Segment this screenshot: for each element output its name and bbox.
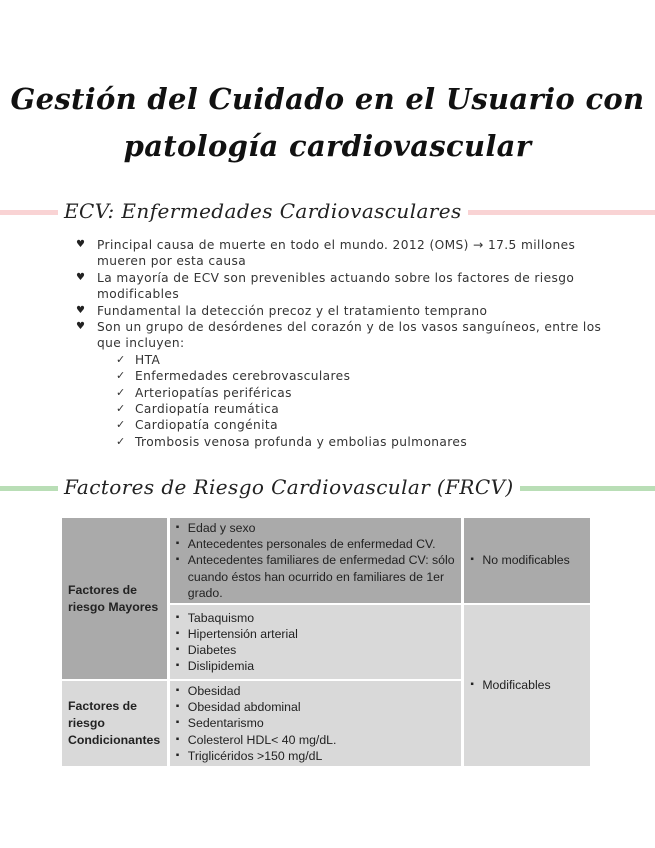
section-ecv-header [0, 196, 655, 226]
non-modifiable-label-cell [464, 518, 590, 603]
list-item: ▪ Sedentarismo [176, 715, 456, 731]
conditioning-factors-cell [170, 681, 462, 766]
check-item: ✓ Arteriopatías periféricas [116, 385, 606, 401]
bullet-text: Son un grupo de desórdenes del corazón y de los vasos sanguíneos, entre los que incluyen: [97, 320, 602, 351]
section-frcv-header [0, 472, 655, 502]
check-item: ✓ Trombosis venosa profunda y embolias pulmonares [116, 434, 606, 450]
list-item: ▪ Obesidad abdominal [176, 699, 456, 715]
list-item [76, 237, 606, 270]
list-item: ▪ Diabetes [176, 642, 456, 658]
ecv-bullet-list [76, 237, 606, 450]
list-item [76, 319, 606, 450]
modifiable-label-cell [464, 605, 590, 766]
non-modifiable-factors-cell [170, 518, 462, 603]
check-item: ✓ Cardiopatía reumática [116, 401, 606, 417]
section-frcv-heading: Factores de Riesgo Cardiovascular (FRCV) [58, 472, 520, 502]
list-item: ▪ Colesterol HDL< 40 mg/dL. [176, 732, 456, 748]
document-title-line-2: patología cardiovascular [123, 129, 532, 163]
document-title-line-1: Gestión del Cuidado en el Usuario con [10, 82, 645, 116]
major-factors-label: Factores de riesgo Mayores [62, 518, 167, 679]
section-ecv-heading: ECV: Enfermedades Cardiovasculares [58, 196, 468, 226]
check-item: ✓ HTA [116, 352, 606, 368]
list-item: ▪ No modificables [470, 552, 584, 568]
list-item [76, 270, 606, 303]
bullet-text: Fundamental la detección precoz y el tratamiento temprano [97, 303, 488, 318]
list-item: ▪ Modificables [470, 677, 584, 693]
bullet-text: Principal causa de muerte en todo el mundo. 2012 (OMS) → 17.5 millones mueren por esta causa [97, 238, 576, 269]
ecv-types-list [97, 352, 606, 450]
check-item: ✓ Enfermedades cerebrovasculares [116, 368, 606, 384]
bullet-text: La mayoría de ECV son prevenibles actuando sobre los factores de riesgo modificables [97, 270, 575, 302]
list-item [76, 303, 606, 319]
check-item: ✓ Cardiopatía congénita [116, 417, 606, 433]
list-item: ▪ Dislipidemia [176, 658, 456, 674]
risk-factors-table [59, 516, 593, 768]
list-item: ▪ Obesidad [176, 683, 456, 699]
list-item: ▪ Tabaquismo [176, 610, 456, 626]
list-item: ▪ Edad y sexo [176, 520, 456, 536]
list-item: ▪ Hipertensión arterial [176, 626, 456, 642]
list-item: ▪ Antecedentes familiares de enfermedad CV: sólo cuando éstos han ocurrido en familiares de 1er grado. [176, 552, 456, 601]
list-item: ▪ Triglicéridos >150 mg/dL [176, 748, 456, 764]
conditioning-factors-label: Factores de riesgo Condicionantes [62, 681, 167, 766]
modifiable-major-factors-cell [170, 605, 462, 679]
list-item: ▪ Antecedentes personales de enfermedad CV. [176, 536, 456, 552]
